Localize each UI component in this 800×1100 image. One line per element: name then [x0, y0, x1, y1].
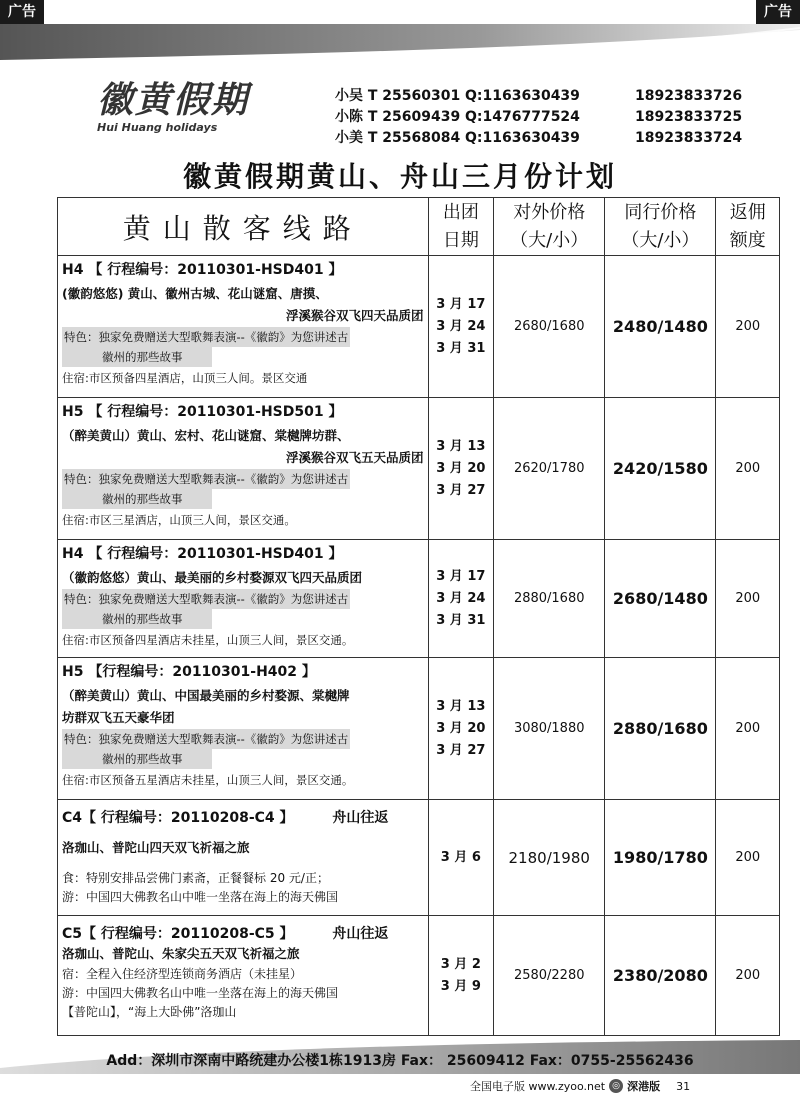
contact-qq: Q:1476777524 [465, 109, 580, 125]
departure-dates [428, 256, 494, 398]
brand-logo [97, 72, 267, 142]
contact-list [335, 86, 755, 149]
route-info: 游：中国四大佛教名山中唯一坐落在海上的海天佛国 [62, 986, 339, 1000]
rebate: 200 [716, 256, 780, 398]
route-line2: 坊群双飞五天豪华团 [62, 710, 175, 725]
public-price: 2620/1780 [494, 398, 605, 540]
table-row [58, 800, 780, 916]
route-info: 游：中国四大佛教名山中唯一坐落在海上的海天佛国 [62, 890, 339, 904]
route-feature-cont: 徽州的那些故事 [62, 749, 212, 769]
contact-row [335, 128, 755, 149]
contact-qq: Q:1163630439 [465, 88, 580, 104]
route-feature: 特色：独家免费赠送大型歌舞表演--《徽韵》为您讲述古 [62, 327, 350, 347]
contact-row [335, 86, 755, 107]
header-rebate-line2: 额度 [729, 229, 766, 251]
header-rebate-line1: 返佣 [729, 201, 766, 223]
date-item: 3 月 6 [440, 849, 481, 865]
departure-dates [428, 540, 494, 658]
routes-table [57, 197, 780, 1036]
route-tag: 舟山往返 [332, 810, 389, 826]
route-info: 宿：全程入住经济型连锁商务酒店（未挂星） [62, 967, 303, 981]
table-row [58, 540, 780, 658]
footer-edition: 深港版 [627, 1080, 661, 1093]
trade-price: 2480/1480 [605, 256, 716, 398]
route-hotel: 住宿:市区预备四星酒店，山顶三人间。景区交通 [62, 371, 308, 385]
route-code-line [62, 923, 424, 943]
route-code: H4 【 行程编号：20110301-HSD401 】 [62, 546, 343, 562]
departure-dates [428, 800, 494, 916]
date-item: 3 月 20 [436, 720, 486, 736]
route-feature: 特色：独家免费赠送大型歌舞表演--《徽韵》为您讲述古 [62, 729, 350, 749]
contact-mobile: 18923833724 [635, 130, 743, 146]
top-swoosh-band [0, 24, 800, 60]
page-number: 31 [676, 1079, 691, 1093]
date-item: 3 月 27 [436, 482, 486, 498]
route-info: 食：特别安排品尝佛门素斋，正餐餐标 20 元/正； [62, 871, 329, 885]
trade-price: 2380/2080 [605, 916, 716, 1036]
route-code: H5 【行程编号：20110301-H402 】 [62, 664, 316, 680]
route-line1: (徽韵悠悠) 黄山、徽州古城、花山谜窟、唐摸、 [62, 286, 328, 301]
table-row [58, 916, 780, 1036]
ad-label-right: 广告 [756, 0, 800, 24]
header-trade-line2: （大/小） [621, 229, 700, 251]
public-price: 2680/1680 [494, 256, 605, 398]
trade-price: 2420/1580 [605, 398, 716, 540]
header-date-line2: 日期 [442, 229, 479, 251]
rebate: 200 [716, 800, 780, 916]
route-description [58, 916, 429, 1036]
page-title: 徽黄假期黄山、舟山三月份计划 [182, 160, 617, 193]
header [55, 62, 760, 150]
route-description [58, 256, 429, 398]
rebate: 200 [716, 658, 780, 800]
rebate: 200 [716, 540, 780, 658]
route-description [58, 658, 429, 800]
header-trade-price [605, 198, 716, 256]
date-item: 3 月 9 [440, 978, 481, 994]
contact-name: 小陈 T 25609439 [335, 109, 461, 125]
rebate: 200 [716, 398, 780, 540]
route-feature: 特色：独家免费赠送大型歌舞表演--《徽韵》为您讲述古 [62, 469, 350, 489]
trade-price: 2880/1680 [605, 658, 716, 800]
route-feature-cont: 徽州的那些故事 [62, 489, 212, 509]
route-tag: 舟山往返 [332, 926, 389, 942]
footer-address: Add：深圳市深南中路统建办公楼1栋1913房 Fax： 25609412 Fax：0755-25562436 [106, 1053, 694, 1069]
departure-dates [428, 916, 494, 1036]
footer-site: 全国电子版 www.zyoo.net [470, 1080, 606, 1093]
contact-mobile: 18923833725 [635, 109, 743, 125]
rebate: 200 [716, 916, 780, 1036]
contact-name: 小美 T 25568084 [335, 130, 461, 146]
route-hotel: 住宿:市区预备四星酒店未挂星，山顶三人间，景区交通。 [62, 633, 354, 647]
date-item: 3 月 20 [436, 460, 486, 476]
contact-name: 小吴 T 25560301 [335, 88, 461, 104]
route-feature-cont: 徽州的那些故事 [62, 609, 212, 629]
public-price: 2180/1980 [494, 800, 605, 916]
date-item: 3 月 17 [436, 296, 486, 312]
header-public-line2: （大/小） [510, 229, 589, 251]
contact-qq: Q:1163630439 [465, 130, 580, 146]
route-line1: （醉美黄山）黄山、中国最美丽的乡村婺源、棠樾牌 [62, 688, 350, 703]
route-line1: （醉美黄山）黄山、宏村、花山谜窟、棠樾牌坊群、 [62, 428, 350, 443]
route-code: C5【 行程编号：20110208-C5 】 [62, 926, 294, 942]
public-price: 2880/1680 [494, 540, 605, 658]
header-date [428, 198, 494, 256]
route-line1: （徽韵悠悠）黄山、最美丽的乡村婺源双飞四天品质团 [62, 570, 363, 585]
public-price: 3080/1880 [494, 658, 605, 800]
route-code-line [62, 807, 424, 827]
route-description [58, 398, 429, 540]
table-row [58, 658, 780, 800]
date-item: 3 月 24 [436, 318, 486, 334]
route-feature-cont: 徽州的那些故事 [62, 347, 212, 367]
route-code: H4 【 行程编号：20110301-HSD401 】 [62, 262, 343, 278]
logo-chinese: 徽黄假期 [97, 79, 250, 121]
date-item: 3 月 2 [440, 956, 481, 972]
header-trade-line1: 同行价格 [624, 201, 697, 223]
date-item: 3 月 17 [436, 568, 486, 584]
public-price: 2580/2280 [494, 916, 605, 1036]
header-route: 黄山散客线路 [58, 198, 429, 256]
departure-dates [428, 658, 494, 800]
zyoo-logo-icon: ◎ [609, 1079, 623, 1093]
header-public-price [494, 198, 605, 256]
page-footer [470, 1078, 800, 1094]
date-item: 3 月 27 [436, 742, 486, 758]
route-code: H5 【 行程编号：20110301-HSD501 】 [62, 404, 343, 420]
header-public-line1: 对外价格 [513, 201, 586, 223]
contact-mobile: 18923833726 [635, 88, 743, 104]
route-info: 【普陀山】，“海上大卧佛”洛珈山 [62, 1005, 237, 1019]
route-line2: 浮溪猴谷双飞五天品质团 [286, 450, 424, 465]
route-description [58, 800, 429, 916]
date-item: 3 月 24 [436, 590, 486, 606]
table-header-row [58, 198, 780, 256]
date-item: 3 月 13 [436, 438, 486, 454]
route-hotel: 住宿:市区三星酒店，山顶三人间，景区交通。 [62, 513, 296, 527]
date-item: 3 月 31 [436, 340, 486, 356]
header-date-line1: 出团 [442, 201, 479, 223]
route-feature: 特色：独家免费赠送大型歌舞表演--《徽韵》为您讲述古 [62, 589, 350, 609]
route-code: C4【 行程编号：20110208-C4 】 [62, 810, 294, 826]
route-hotel: 住宿:市区预备五星酒店未挂星，山顶三人间，景区交通。 [62, 773, 354, 787]
table-row [58, 256, 780, 398]
date-item: 3 月 31 [436, 612, 486, 628]
table-row [58, 398, 780, 540]
route-line1: 洛珈山、普陀山、朱家尖五天双飞祈福之旅 [62, 946, 300, 961]
route-line1: 洛珈山、普陀山四天双飞祈福之旅 [62, 840, 250, 855]
route-line2: 浮溪猴谷双飞四天品质团 [286, 308, 424, 323]
route-description [58, 540, 429, 658]
logo-english: Hui Huang holidays [97, 121, 218, 134]
header-rebate [716, 198, 780, 256]
trade-price: 2680/1480 [605, 540, 716, 658]
date-item: 3 月 13 [436, 698, 486, 714]
trade-price: 1980/1780 [605, 800, 716, 916]
contact-row [335, 107, 755, 128]
departure-dates [428, 398, 494, 540]
ad-label-left: 广告 [0, 0, 44, 24]
